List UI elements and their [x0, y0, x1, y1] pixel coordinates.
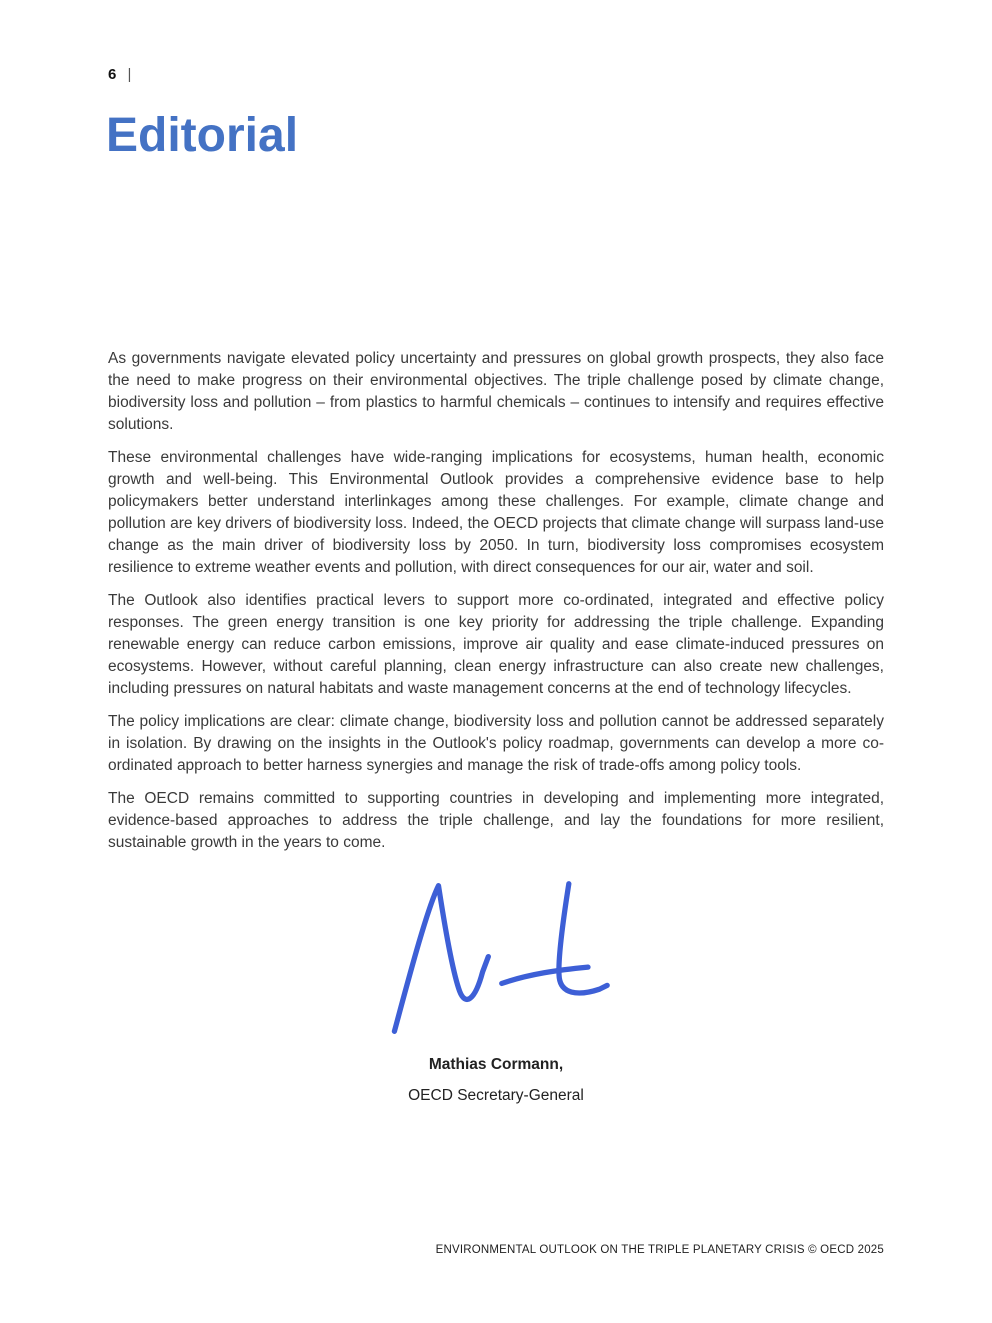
page-number-value: 6 — [108, 66, 117, 83]
paragraph: These environmental challenges have wide-ranging implications for ecosystems, human health, economic growth and well-being. This Environmental Outlook provides a comprehensive evidence base to help policymakers better understand interlinkages among these challenges. For example, climate change and pollution are key drivers of biodiversity loss. Indeed, the OECD projects that climate change will surpass land-use change as the main driver of biodiversity loss by 2050. In turn, biodiversity loss compromises ecosystem resilience to extreme weather events and pollution, with direct consequences for our air, water and soil. — [108, 449, 884, 576]
signature-image — [381, 870, 611, 1048]
signature-block — [108, 870, 884, 1105]
page-number-separator: | — [127, 66, 132, 83]
paragraph: As governments navigate elevated policy uncertainty and pressures on global growth prospects, they also face the need to make progress on their environmental objectives. The triple challenge posed by climate change, biodiversity loss and pollution – from plastics to harmful chemicals – continues to intensify and requires effective solutions. — [108, 350, 884, 433]
paragraph: The OECD remains committed to supporting countries in developing and implementing more integrated, evidence-based approaches to address the triple challenge, and lay the foundations for more resilient, sustainable growth in the years to come. — [108, 790, 884, 851]
page-title: Editorial — [106, 109, 299, 162]
page-number — [108, 66, 131, 83]
signer-role: OECD Secretary-General — [408, 1087, 584, 1104]
paragraph: The Outlook also identifies practical levers to support more co-ordinated, integrated and effective policy responses. The green energy transition is one key priority for addressing the triple challenge. Expanding renewable energy can reduce carbon emissions, improve air quality and ease climate-induced pressures on ecosystems. However, without careful planning, clean energy infrastructure can also create new challenges, including pressures on natural habitats and waste management concerns at the end of technology lifecycles. — [108, 592, 884, 697]
signer-name: Mathias Cormann, — [428, 1056, 564, 1073]
editorial-body — [108, 348, 884, 1105]
footer-running-title: ENVIRONMENTAL OUTLOOK ON THE TRIPLE PLANETARY CRISIS © OECD 2025 — [435, 1244, 884, 1256]
paragraph: The policy implications are clear: climate change, biodiversity loss and pollution cannot be addressed separately in isolation. By drawing on the insights in the Outlook's policy roadmap, governments can develop a more co-ordinated approach to better harness synergies and manage the risk of trade-offs among policy tools. — [108, 713, 884, 774]
